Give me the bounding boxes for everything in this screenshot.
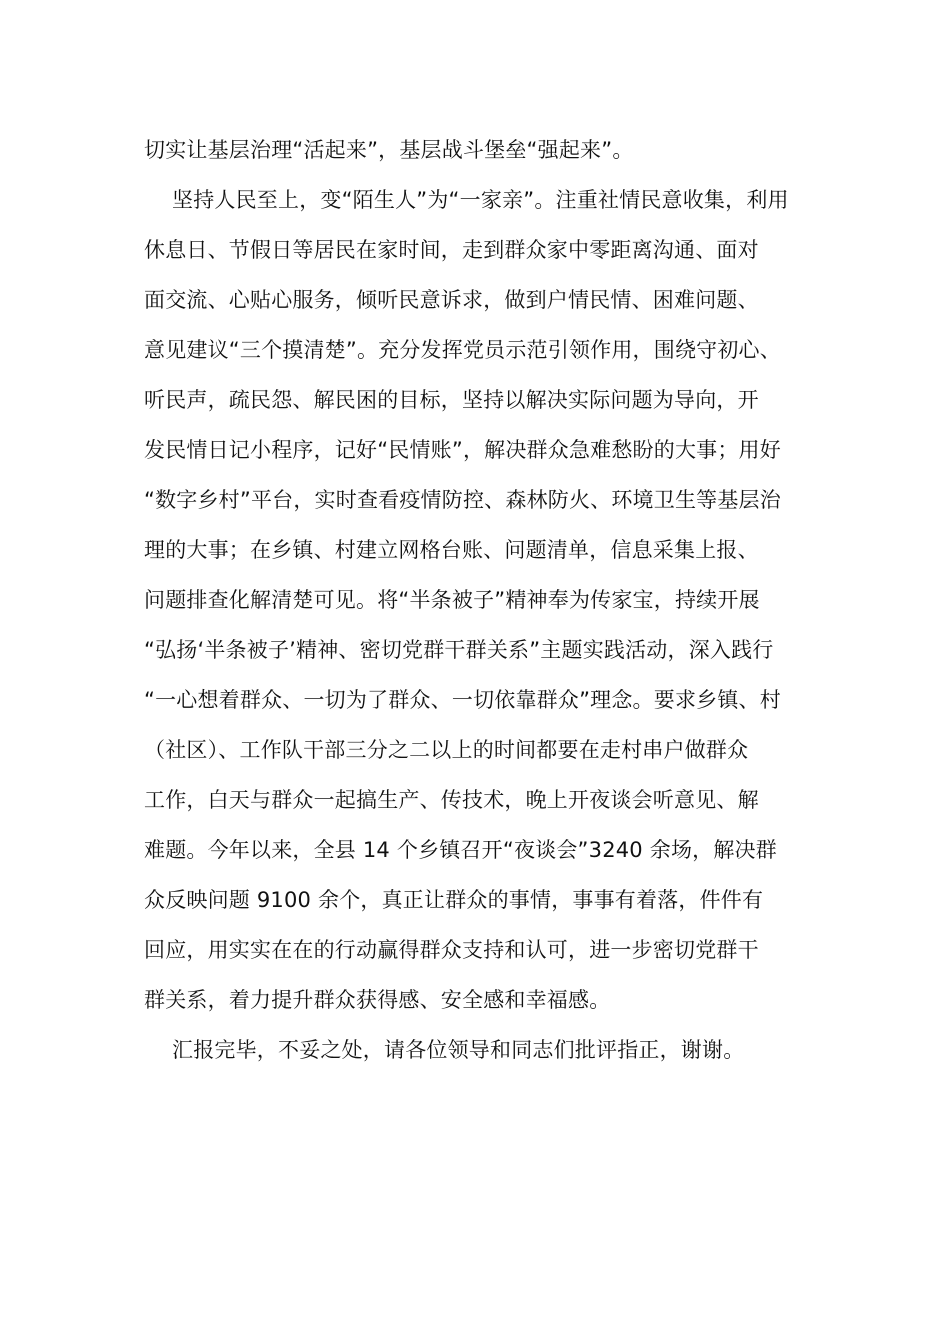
text-line: 问题排查化解清楚可见。将“半条被子”精神奉为传家宝，持续开展: [144, 588, 760, 612]
text-line: 意见建议“三个摸清楚”。充分发挥党员示范引领作用，围绕守初心、: [144, 338, 781, 362]
text-line: 工作，白天与群众一起搞生产、传技术，晚上开夜谈会听意见、解: [144, 788, 759, 812]
text-line: （社区）、工作队干部三分之二以上的时间都要在走村串户做群众: [144, 738, 749, 762]
text-line: “数字乡村”平台，实时查看疫情防控、森林防火、环境卫生等基层治: [144, 488, 781, 512]
text-line: 群关系，着力提升群众获得感、安全感和幸福感。: [144, 988, 611, 1012]
text-line: 切实让基层治理“活起来”，基层战斗堡垒“强起来”。: [144, 138, 634, 162]
text-line: 理的大事；在乡镇、村建立网格台账、问题清单，信息采集上报、: [144, 538, 759, 562]
text-line: 听民声，疏民怨、解民困的目标，坚持以解决实际问题为导向，开: [144, 388, 759, 412]
text-line: “弘扬‘半条被子’精神、密切党群干群关系”主题实践活动，深入践行: [144, 638, 774, 662]
text-line: 休息日、节假日等居民在家时间，走到群众家中零距离沟通、面对: [144, 238, 759, 262]
paragraph-start-line: 坚持人民至上，变“陌生人”为“一家亲”。注重社情民意收集，利用: [172, 188, 789, 212]
text-line: 众反映问题 9100 余个，真正让群众的事情，事事有着落，件件有: [144, 888, 764, 912]
closing-line: 汇报完毕，不妥之处，请各位领导和同志们批评指正，谢谢。: [172, 1038, 745, 1062]
text-line: “一心想着群众、一切为了群众、一切依靠群众”理念。要求乡镇、村: [144, 688, 781, 712]
text-line: 发民情日记小程序，记好“民情账”，解决群众急难愁盼的大事；用好: [144, 438, 781, 462]
text-line: 难题。今年以来，全县 14 个乡镇召开“夜谈会”3240 余场，解决群: [144, 838, 777, 862]
text-line: 面交流、心贴心服务，倾听民意诉求，做到户情民情、困难问题、: [144, 288, 759, 312]
text-line: 回应，用实实在在的行动赢得群众支持和认可，进一步密切党群干: [144, 938, 759, 962]
